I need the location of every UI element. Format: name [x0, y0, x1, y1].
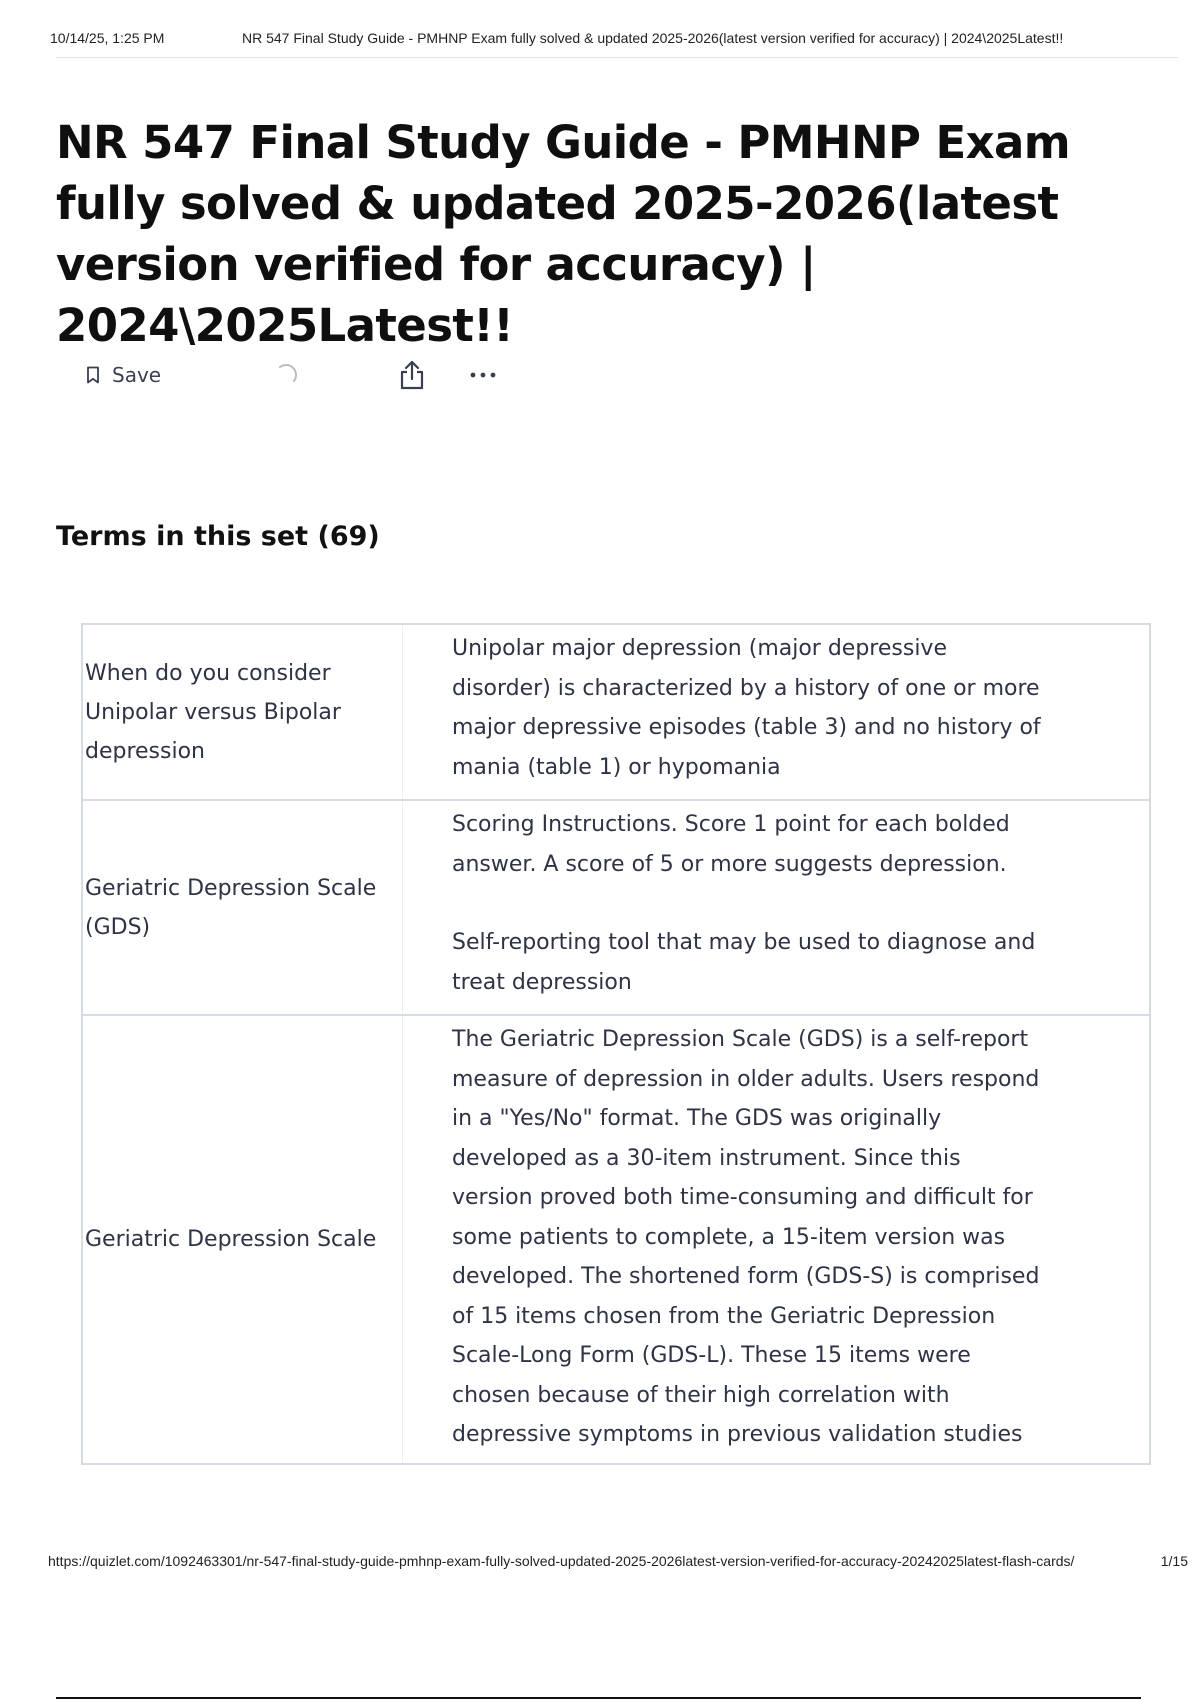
term-row: [81, 623, 1151, 799]
share-icon: [398, 378, 426, 395]
save-button[interactable]: [86, 363, 161, 387]
print-date: 10/14/25, 1:25 PM: [50, 30, 165, 46]
print-footer: [48, 1553, 1188, 1573]
print-document-title: NR 547 Final Study Guide - PMHNP Exam fully solved & updated 2025-2026(latest version verified for accuracy) | 2024\2025Latest!!: [242, 30, 1064, 46]
page-title: NR 547 Final Study Guide - PMHNP Exam fully solved & updated 2025-2026(latest version verified for accuracy) | 2024\2025Latest!!: [56, 116, 1071, 352]
definition-cell: [403, 625, 1149, 799]
print-header: [50, 30, 1178, 50]
definition-text: Unipolar major depression (major depressive disorder) is characterized by a history of one or more major depressive episodes (table 3) and no history of mania (table 1) or hypomania: [452, 636, 1041, 780]
term-text: When do you consider Unipolar versus Bipolar depression: [85, 660, 341, 764]
term-cell: [83, 625, 403, 799]
bookmark-icon: [86, 366, 100, 384]
loading-spinner-icon: [274, 363, 300, 394]
definition-cell: [403, 801, 1149, 1014]
terms-count-heading: Terms in this set (69): [56, 521, 380, 552]
share-button[interactable]: [398, 359, 426, 396]
term-row: [81, 799, 1151, 1014]
more-options-button[interactable]: [468, 361, 500, 394]
definition-text: The Geriatric Depression Scale (GDS) is a self-report measure of depression in older adults. Users respond in a "Yes/No" format. The GDS was originally developed as a 30-item instrument. Since this version proved both time-consuming and difficult for some patients to complete, a 15-item version was developed. The shortened form (GDS-S) is comprised of 15 items chosen from the Geriatric Depression Scale-Long Form (GDS-L). These 15 items were chosen because of their high correlation with depressive symptoms in previous validation studies: [452, 1027, 1040, 1447]
more-options-icon: [468, 376, 500, 393]
definition-text: Self-reporting tool that may be used to diagnose and treat depression: [452, 930, 1036, 995]
page-number: 1/15: [1160, 1553, 1188, 1569]
terms-table: [81, 623, 1151, 1465]
definition-text: Scoring Instructions. Score 1 point for each bolded answer. A score of 5 or more suggests depression.: [452, 812, 1010, 877]
term-text: Geriatric Depression Scale (GDS): [85, 875, 377, 940]
term-text: Geriatric Depression Scale: [85, 1227, 377, 1252]
term-row: [81, 1014, 1151, 1465]
term-cell: [83, 801, 403, 1014]
set-toolbar: [86, 357, 546, 397]
definition-cell: [403, 1016, 1149, 1463]
term-cell: [83, 1016, 403, 1463]
save-label: Save: [112, 363, 162, 387]
header-divider: [56, 57, 1178, 58]
print-url: https://quizlet.com/1092463301/nr-547-final-study-guide-pmhnp-exam-fully-solved-updated-2025-2026latest-version-verified-for-accuracy-20242025latest-flash-cards/: [48, 1553, 1075, 1569]
bottom-divider: [56, 1697, 1141, 1699]
